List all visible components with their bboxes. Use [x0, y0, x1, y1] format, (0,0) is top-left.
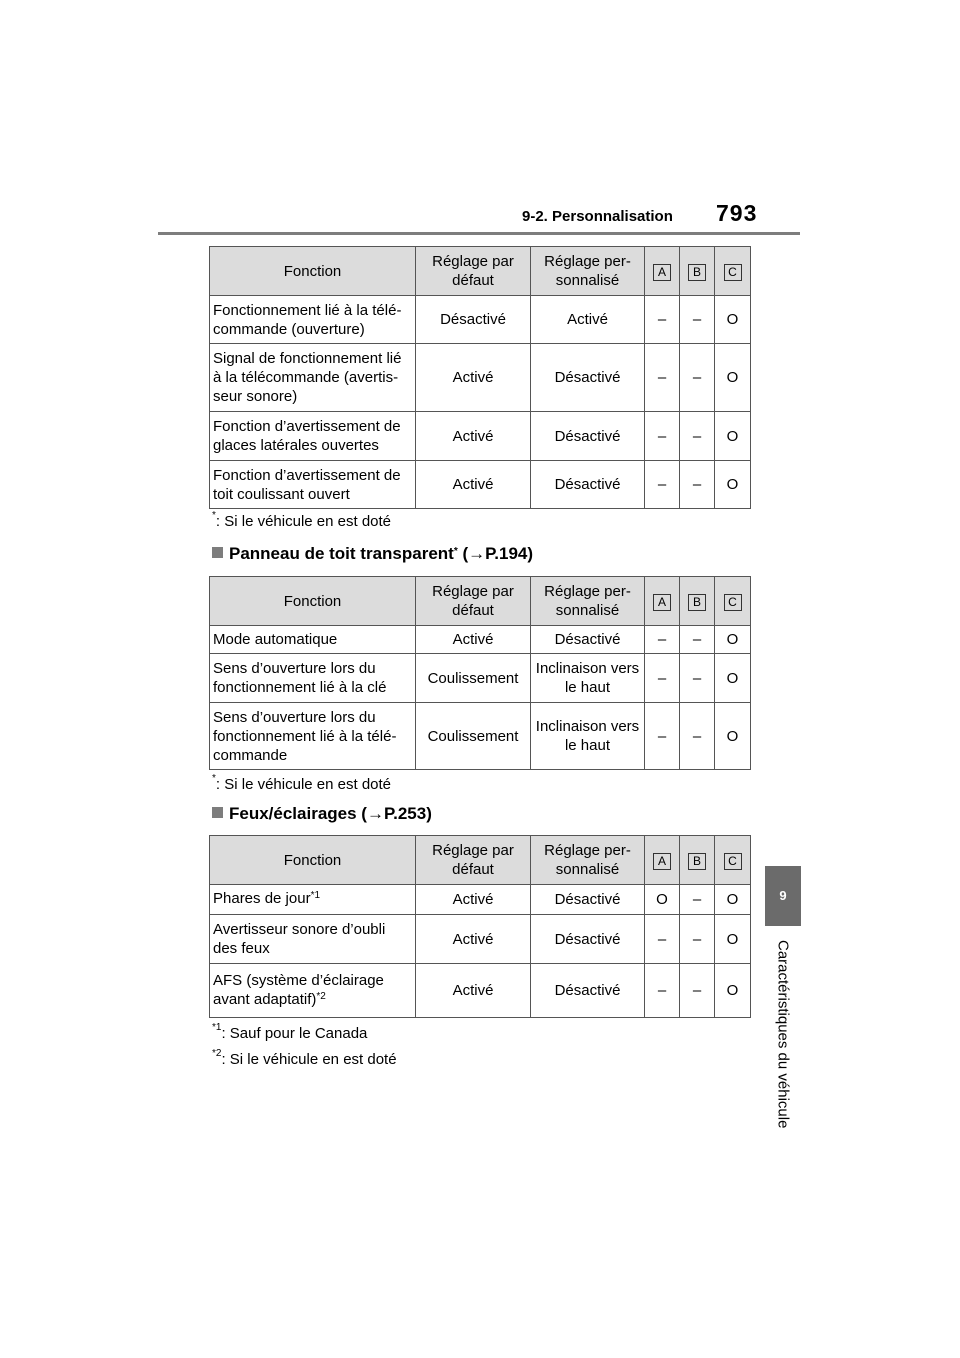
header-fonction: Fonction: [210, 836, 416, 885]
cell-fonction: Fonctionnement lié à la télé-commande (ouverture): [210, 296, 416, 344]
footnote: *: Si le véhicule en est doté: [212, 773, 392, 793]
cell-a: –: [645, 344, 680, 412]
header-b: B: [688, 853, 706, 870]
cell-c: O: [715, 412, 751, 461]
header-perso: Réglage per-sonnalisé: [531, 577, 645, 626]
square-bullet-icon: [212, 807, 223, 818]
cell-defaut: Désactivé: [416, 296, 531, 344]
cell-c: O: [715, 964, 751, 1018]
table-row: [210, 703, 751, 770]
cell-fonction: Sens d’ouverture lors du fonctionnement lié à la télé-commande: [210, 703, 416, 770]
header-defaut: Réglage par défaut: [416, 247, 531, 296]
header-fonction: Fonction: [210, 577, 416, 626]
cell-a: –: [645, 461, 680, 509]
cell-b: –: [680, 412, 715, 461]
table-row: [210, 412, 751, 461]
table-row: [210, 296, 751, 344]
header-perso: Réglage per-sonnalisé: [531, 247, 645, 296]
section-heading: Feux/éclairages (→P.253): [212, 804, 432, 824]
cell-defaut: Activé: [416, 915, 531, 964]
cell-c: O: [715, 626, 751, 654]
cell-c: O: [715, 461, 751, 509]
table-row: [210, 626, 751, 654]
cell-a: –: [645, 654, 680, 703]
cell-perso: Désactivé: [531, 626, 645, 654]
cell-fonction: Avertisseur sonore d’oubli des feux: [210, 915, 416, 964]
table-row: [210, 344, 751, 412]
cell-defaut: Activé: [416, 412, 531, 461]
cell-c: O: [715, 344, 751, 412]
cell-b: –: [680, 461, 715, 509]
settings-table-1: [209, 246, 751, 509]
cell-perso: Désactivé: [531, 461, 645, 509]
table-row: [210, 915, 751, 964]
cell-b: –: [680, 344, 715, 412]
cell-a: O: [645, 885, 680, 915]
cell-c: O: [715, 703, 751, 770]
cell-defaut: Activé: [416, 626, 531, 654]
chapter-tab: 9: [765, 866, 801, 926]
cell-b: –: [680, 915, 715, 964]
cell-perso: Désactivé: [531, 885, 645, 915]
cell-b: –: [680, 964, 715, 1018]
cell-a: –: [645, 915, 680, 964]
cell-perso: Désactivé: [531, 344, 645, 412]
cell-b: –: [680, 885, 715, 915]
cell-c: O: [715, 654, 751, 703]
header-b: B: [688, 264, 706, 281]
cell-c: O: [715, 915, 751, 964]
footnote: $^{*2}$: Si le véhicule en est doté: [212, 1048, 397, 1068]
header-fonction: Fonction: [210, 247, 416, 296]
header-b: B: [688, 594, 706, 611]
cell-perso: Désactivé: [531, 964, 645, 1018]
header-c: C: [724, 264, 742, 281]
cell-defaut: Activé: [416, 461, 531, 509]
cell-perso: Inclinaison vers le haut: [531, 654, 645, 703]
cell-perso: Désactivé: [531, 412, 645, 461]
header-c: C: [724, 594, 742, 611]
chapter-tab-label: Caractéristiques du véhicule: [774, 940, 792, 1129]
page-number: 793: [716, 200, 758, 226]
header-rule: [158, 232, 800, 235]
cell-perso: Désactivé: [531, 915, 645, 964]
cell-a: –: [645, 703, 680, 770]
square-bullet-icon: [212, 547, 223, 558]
cell-b: –: [680, 654, 715, 703]
table-row: [210, 964, 751, 1018]
header-a: A: [653, 594, 671, 611]
table-header-row: [210, 836, 751, 885]
section-title: 9-2. Personnalisation: [522, 208, 673, 225]
footnote: *: Si le véhicule en est doté: [212, 510, 392, 530]
cell-a: –: [645, 626, 680, 654]
header-defaut: Réglage par défaut: [416, 577, 531, 626]
table-header-row: [210, 247, 751, 296]
table-header-row: [210, 577, 751, 626]
cell-c: O: [715, 885, 751, 915]
cell-b: –: [680, 296, 715, 344]
cell-a: –: [645, 964, 680, 1018]
cell-fonction: Fonction d’avertissement de toit coulissant ouvert: [210, 461, 416, 509]
header-defaut: Réglage par défaut: [416, 836, 531, 885]
cell-b: –: [680, 703, 715, 770]
table-row: [210, 654, 751, 703]
cell-defaut: Activé: [416, 885, 531, 915]
header-perso: Réglage per-sonnalisé: [531, 836, 645, 885]
table-row: [210, 885, 751, 915]
cell-defaut: Activé: [416, 964, 531, 1018]
cell-fonction: Fonction d’avertissement de glaces latérales ouvertes: [210, 412, 416, 461]
settings-table-2: [209, 576, 751, 770]
footnote: $^{*1}$: Sauf pour le Canada: [212, 1022, 368, 1042]
cell-perso: Activé: [531, 296, 645, 344]
cell-a: –: [645, 296, 680, 344]
header-a: A: [653, 853, 671, 870]
header-a: A: [653, 264, 671, 281]
settings-table-3: [209, 835, 751, 1018]
cell-defaut: Coulissement: [416, 703, 531, 770]
cell-fonction: Signal de fonctionnement lié à la télécommande (avertis-seur sonore): [210, 344, 416, 412]
cell-defaut: Coulissement: [416, 654, 531, 703]
cell-defaut: Activé: [416, 344, 531, 412]
section-heading: Panneau de toit transparent* (→P.194): [212, 544, 533, 564]
table-row: [210, 461, 751, 509]
cell-perso: Inclinaison vers le haut: [531, 703, 645, 770]
cell-fonction: Phares de jour$^{*1}$: [210, 885, 416, 915]
cell-a: –: [645, 412, 680, 461]
cell-c: O: [715, 296, 751, 344]
cell-b: –: [680, 626, 715, 654]
cell-fonction: Mode automatique: [210, 626, 416, 654]
header-c: C: [724, 853, 742, 870]
cell-fonction: AFS (système d’éclairage avant adaptatif)$^{*2}$: [210, 964, 416, 1018]
cell-fonction: Sens d’ouverture lors du fonctionnement lié à la clé: [210, 654, 416, 703]
